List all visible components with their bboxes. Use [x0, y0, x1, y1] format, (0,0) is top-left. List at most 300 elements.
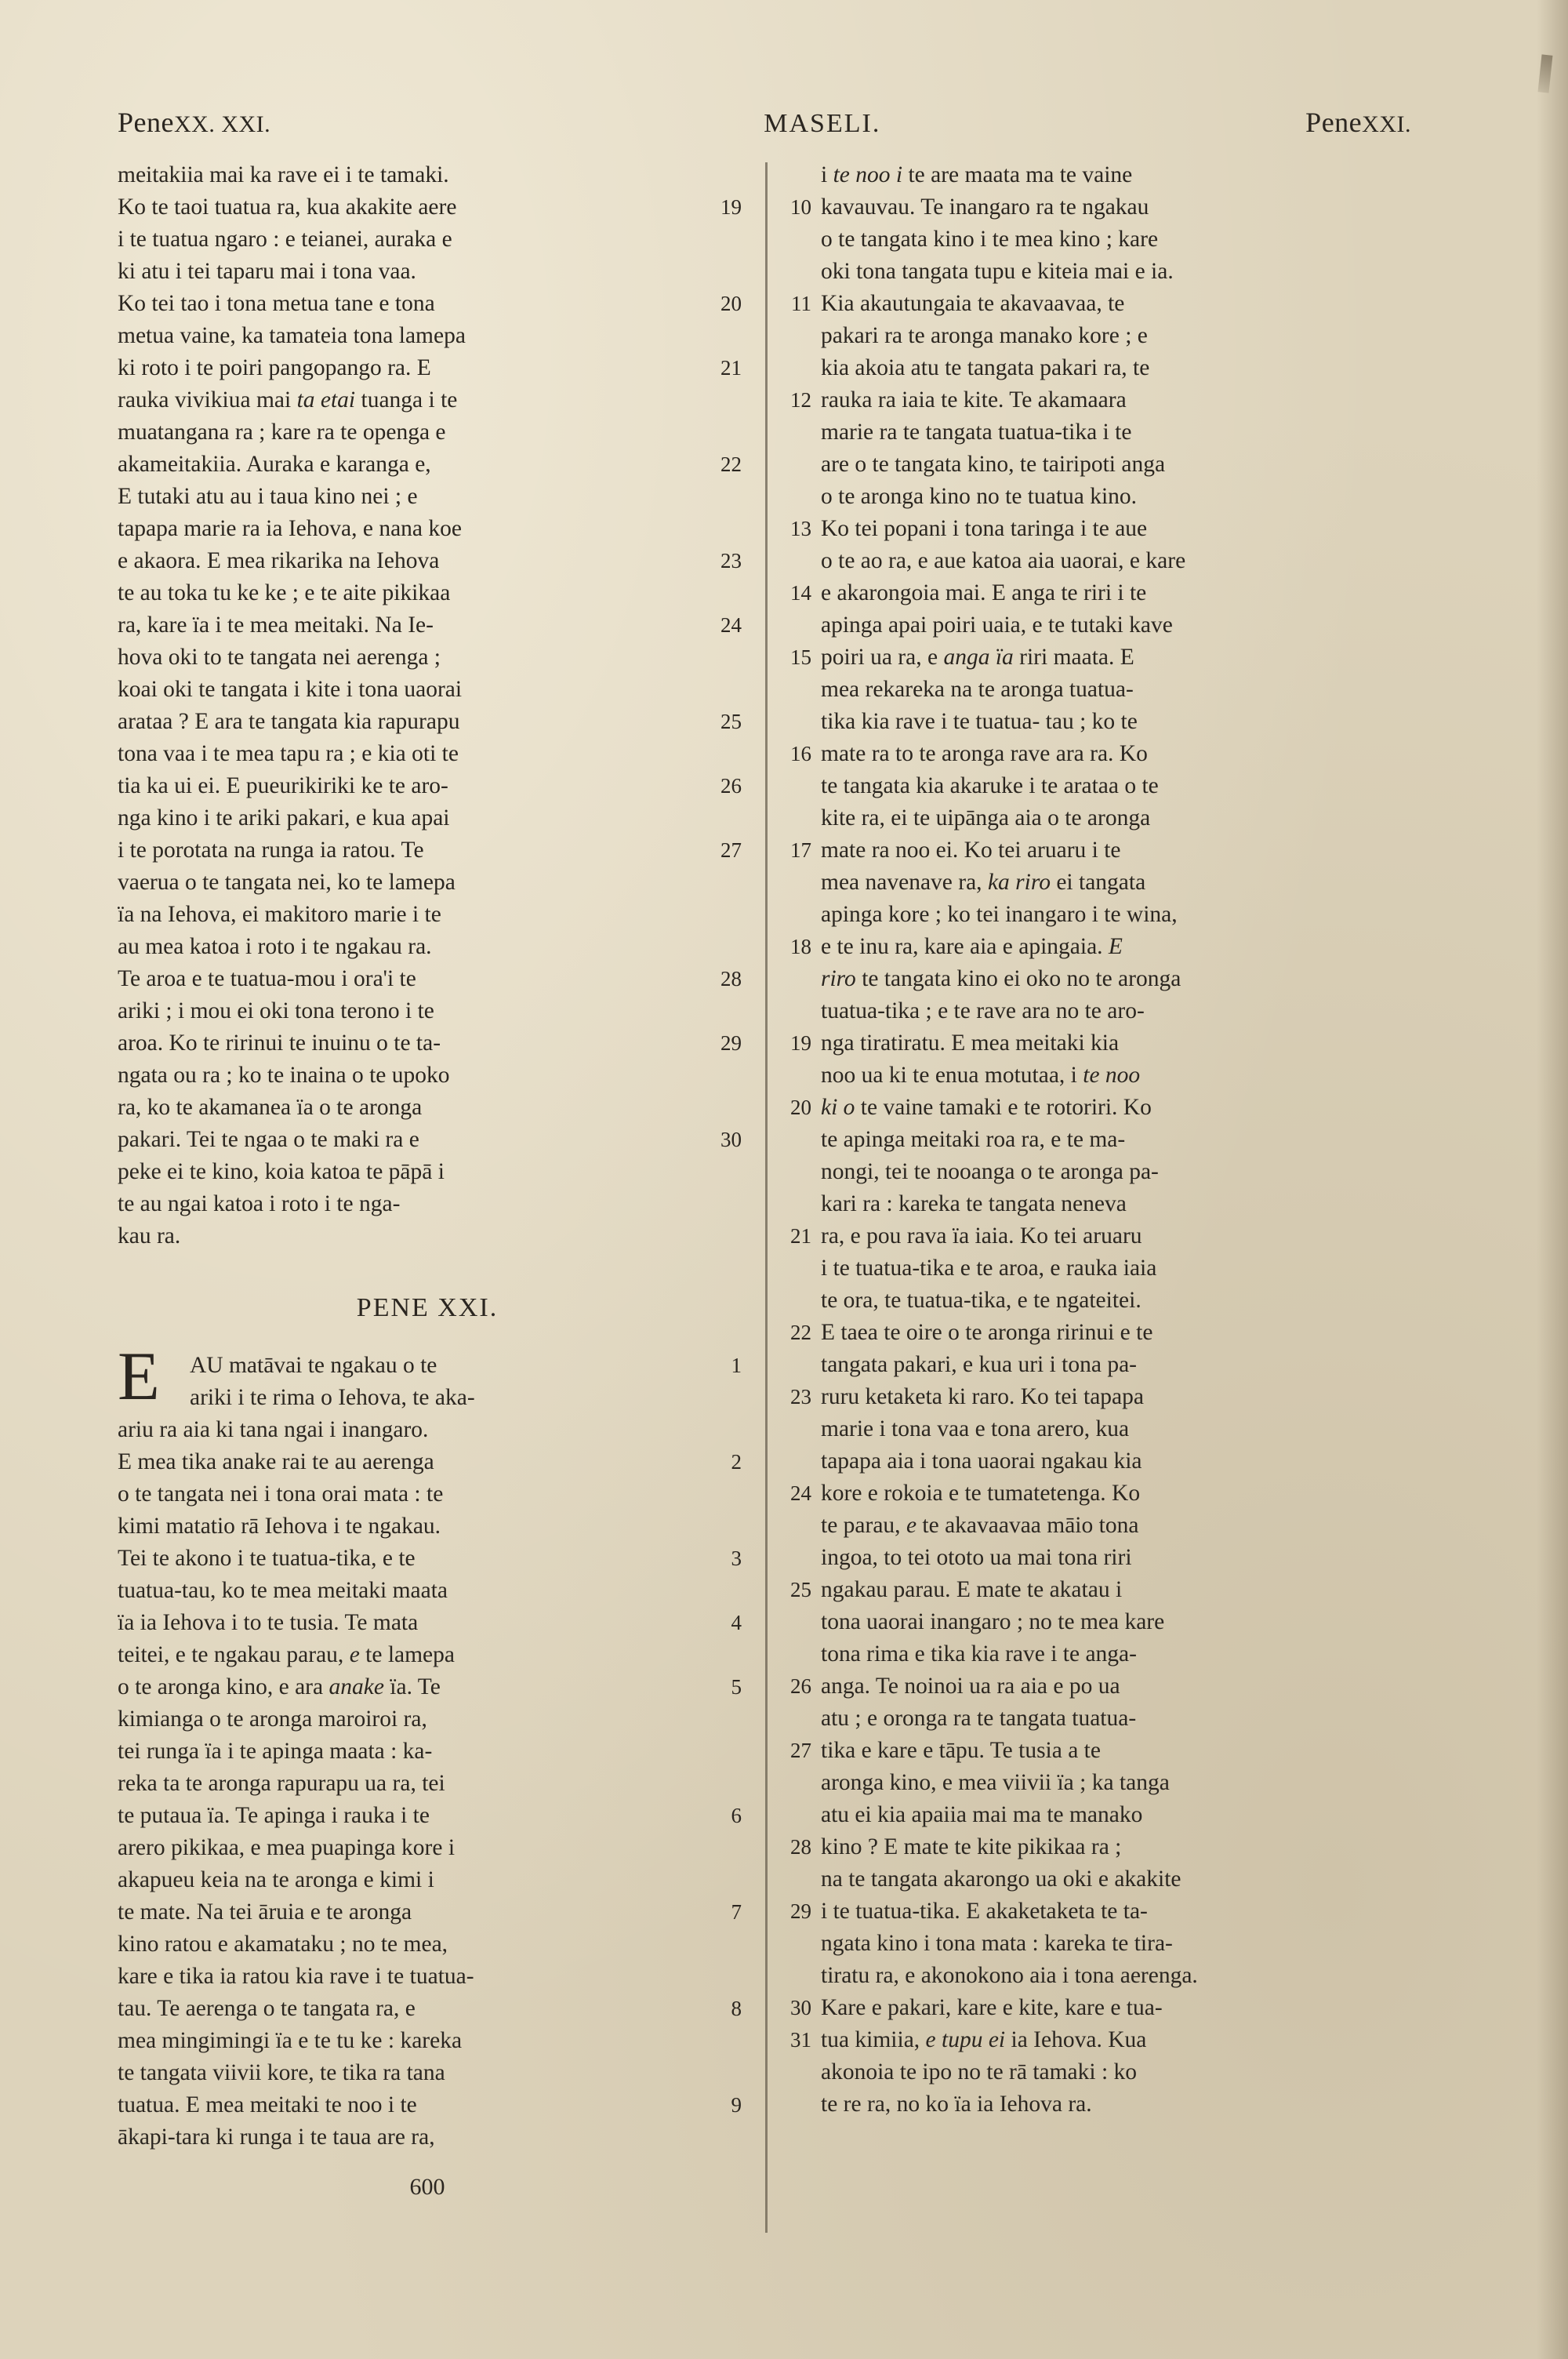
verse-line [118, 1703, 737, 1736]
verse-line [780, 1896, 1399, 1928]
verse-line [118, 1639, 737, 1671]
verse-text: na te tangata akarongo ua oki e akakite [821, 1866, 1181, 1892]
verse-line [118, 449, 742, 481]
verse-line [780, 1510, 1399, 1542]
verse-text: te parau, e te akavaavaa māio tona [821, 1513, 1139, 1538]
verse-line [118, 1092, 737, 1124]
running-head [118, 106, 1435, 139]
verse-text: kare e tika ia ratou kia rave i te tuatua- [118, 1964, 474, 1989]
verse-line [780, 191, 1399, 224]
verse-text: ki roto i te poiri pangopango ra. E [118, 355, 431, 380]
verse-number: 18 [790, 935, 811, 958]
verse-text: o te ao ra, e aue katoa aia uaorai, e kare [821, 548, 1186, 573]
verse-text: rauka ra iaia te kite. Te akamaara [821, 387, 1127, 413]
verse-line [780, 931, 1399, 963]
verse-number: 26 [720, 774, 742, 798]
verse-text: te ora, te tuatua-tika, e te ngateitei. [821, 1288, 1142, 1313]
verse-line [118, 642, 737, 674]
verse-text: kino ratou e akamataku ; no te mea, [118, 1932, 448, 1957]
verse-text: tona uaorai inangaro ; no te mea kare [821, 1609, 1165, 1634]
verse-line [780, 1349, 1399, 1381]
verse-text: arataa ? E ara te tangata kia rapurapu [118, 709, 460, 734]
verse-text: te re ra, no ko ïa ia Iehova ra. [821, 2092, 1092, 2117]
verse-number: 13 [790, 517, 811, 540]
verse-line [780, 1445, 1399, 1478]
chapter-first-paragraph [118, 1339, 742, 2154]
verse-line [118, 899, 737, 931]
running-head-left-text: XX. XXI. [173, 111, 271, 137]
verse-line [780, 288, 1399, 320]
verse-line [118, 1896, 742, 1928]
verse-line [780, 481, 1399, 513]
verse-line [118, 1510, 737, 1543]
verse-text: te mate. Na tei āruia e te aronga [118, 1899, 412, 1925]
verse-line [118, 1993, 742, 2025]
verse-text: tuatua-tau, ko te mea meitaki maata [118, 1578, 448, 1603]
verse-number: 22 [720, 453, 742, 476]
verse-text: ki o te vaine tamaki e te rotoriri. Ko [821, 1095, 1152, 1120]
verse-text: o te tangata kino i te mea kino ; kare [821, 227, 1159, 252]
verse-text: e akaora. E mea rikarika na Iehova [118, 548, 440, 573]
page-edge-shadow [1537, 0, 1568, 2359]
verse-text: ākapi-tara ki runga i te taua are ra, [118, 2125, 435, 2150]
verse-text: kino ? E mate te kite pikikaa ra ; [821, 1834, 1122, 1859]
verse-text: te au toka tu ke ke ; e te aite pikikaa [118, 580, 451, 605]
verse-line [118, 1800, 742, 1832]
verse-number: 31 [790, 2028, 811, 2052]
verse-text: e te inu ra, kare aia e apingaia. E [821, 934, 1123, 959]
verse-text: tua kimiia, e tupu ei ia Iehova. Kua [821, 2027, 1147, 2052]
verse-line [780, 867, 1399, 899]
verse-text: i te porotata na runga ia ratou. Te [118, 838, 424, 863]
verse-number: 27 [790, 1739, 811, 1762]
verse-line [780, 609, 1399, 642]
verse-line [780, 1156, 1399, 1188]
verse-text: ngata ou ra ; ko te inaina o te upoko [118, 1063, 450, 1088]
verse-text: Kare e pakari, kare e kite, kare e tua- [821, 1995, 1163, 2020]
verse-number: 22 [790, 1321, 811, 1344]
verse-line [780, 1220, 1399, 1252]
verse-text: nga kino i te ariki pakari, e kua apai [118, 805, 450, 831]
verse-text: kore e rokoia e te tumatetenga. Ko [821, 1481, 1141, 1506]
verse-number: 20 [790, 1096, 811, 1119]
verse-text: tona rima e tika kia rave i te anga- [821, 1641, 1137, 1667]
verse-text: tuatua-tika ; e te rave ara no te aro- [821, 998, 1145, 1023]
verse-line [780, 1413, 1399, 1445]
verse-line [118, 1478, 737, 1510]
verse-line [118, 416, 737, 449]
verse-line [780, 1670, 1399, 1703]
verse-text: muatangana ra ; kare ra te openga e [118, 420, 446, 445]
verse-line [780, 159, 1399, 191]
verse-number: 4 [731, 1611, 742, 1634]
verse-text: marie ra te tangata tuatua-tika i te [821, 420, 1132, 445]
verse-line [780, 1188, 1399, 1220]
verse-line [780, 834, 1399, 867]
verse-line [780, 352, 1399, 384]
verse-line [118, 2089, 742, 2121]
verse-text: au mea katoa i roto i te ngakau ra. [118, 934, 432, 959]
verse-line [118, 834, 742, 867]
verse-text: rauka vivikiua mai ta etai tuanga i te [118, 387, 458, 413]
verse-text: apinga kore ; ko tei inangaro i te wina, [821, 902, 1178, 927]
verse-text: teitei, e te ngakau parau, e te lamepa [118, 1642, 455, 1667]
verse-text: e akarongoia mai. E anga te riri i te [821, 580, 1147, 605]
verse-text: tau. Te aerenga o te tangata ra, e [118, 1996, 416, 2021]
verse-text: tuatua. E mea meitaki te noo i te [118, 2092, 417, 2117]
verse-text: i te tuatua-tika e te aroa, e rauka iaia [821, 1256, 1157, 1281]
verse-number: 28 [720, 967, 742, 990]
verse-number: 29 [790, 1899, 811, 1923]
verse-line [118, 384, 737, 416]
verse-number: 24 [720, 613, 742, 637]
verse-text: anga. Te noinoi ua ra aia e po ua [821, 1674, 1120, 1699]
verse-line [780, 1960, 1399, 1992]
verse-line [780, 1799, 1399, 1831]
verse-line [780, 642, 1399, 674]
verse-text: tapapa aia i tona uaorai ngakau kia [821, 1448, 1142, 1474]
verse-number: 12 [790, 388, 811, 412]
verse-line [780, 545, 1399, 577]
verse-line [118, 1156, 737, 1188]
verse-line [118, 481, 737, 513]
verse-line [118, 1060, 737, 1092]
verse-number: 1 [731, 1354, 742, 1377]
verse-line [118, 802, 737, 834]
verse-number: 24 [790, 1481, 811, 1505]
verse-line [118, 320, 737, 352]
verse-text: akonoia te ipo no te rā tamaki : ko [821, 2059, 1138, 2085]
verse-line [118, 2057, 737, 2089]
verse-line [780, 513, 1399, 545]
verse-line [780, 1252, 1399, 1285]
verse-text: i te tuatua ngaro : e teianei, auraka e [118, 227, 452, 252]
verse-text: tika kia rave i te tuatua- tau ; ko te [821, 709, 1138, 734]
verse-number: 14 [790, 581, 811, 605]
verse-line [780, 1285, 1399, 1317]
verse-text: Ko tei tao i tona metua tane e tona [118, 291, 435, 316]
verse-text: te putaua ïa. Te apinga i rauka i te [118, 1803, 430, 1828]
running-head-center: MASELI. [764, 109, 881, 138]
verse-number: 17 [790, 838, 811, 862]
verse-text: hova oki to te tangata nei aerenga ; [118, 645, 441, 670]
verse-line [780, 1124, 1399, 1156]
verse-text: te apinga meitaki roa ra, e te ma- [821, 1127, 1126, 1152]
verse-line [118, 995, 737, 1027]
verse-line [780, 2024, 1399, 2056]
verse-number: 19 [790, 1031, 811, 1055]
verse-line [780, 802, 1399, 834]
verse-line [118, 1928, 737, 1961]
verse-text: tia ka ui ei. E pueurikiriki ke te aro- [118, 773, 448, 798]
verse-number: 19 [720, 195, 742, 219]
verse-text: ariki i te rima o Iehova, te aka- [190, 1385, 475, 1410]
verse-text: te au ngai katoa i roto i te nga- [118, 1191, 401, 1216]
verse-line [780, 706, 1399, 738]
verse-text: apinga apai poiri uaia, e te tutaki kave [821, 612, 1173, 638]
chapter-verse-lines [118, 1350, 742, 2154]
verse-line [118, 1350, 742, 1382]
verse-line [780, 1735, 1399, 1767]
verse-number: 25 [720, 710, 742, 733]
verse-line [118, 1220, 737, 1252]
verse-line [780, 1928, 1399, 1960]
verse-number: 26 [790, 1674, 811, 1698]
verse-number: 25 [790, 1578, 811, 1601]
verse-line [118, 1607, 742, 1639]
verse-number: 11 [791, 292, 811, 315]
verse-text: tiratu ra, e akonokono aia i tona aerenga. [821, 1963, 1198, 1988]
verse-line [118, 1575, 737, 1607]
verse-line [118, 867, 737, 899]
verse-line [118, 1543, 742, 1575]
left-column [118, 159, 753, 2233]
verse-line [780, 1060, 1399, 1092]
verse-text: te tangata viivii kore, te tika ra tana [118, 2060, 445, 2085]
verse-line [118, 1027, 742, 1060]
verse-number: 5 [731, 1675, 742, 1699]
verse-line [780, 1703, 1399, 1735]
verse-number: 6 [731, 1804, 742, 1827]
verse-line [118, 1671, 742, 1703]
verse-text: E mea tika anake rai te au aerenga [118, 1449, 434, 1474]
verse-number: 21 [790, 1224, 811, 1248]
verse-text: o te aronga kino no te tuatua kino. [821, 484, 1138, 509]
verse-line [118, 1832, 737, 1864]
verse-line [780, 320, 1399, 352]
verse-number: 9 [731, 2093, 742, 2117]
verse-text: tei runga ïa i te apinga maata : ka- [118, 1739, 433, 1764]
verse-line [118, 963, 742, 995]
verse-line [780, 1831, 1399, 1863]
running-head-left-smallcaps: Pene [118, 107, 174, 138]
verse-text: te tangata kia akaruke i te arataa o te [821, 773, 1159, 798]
verse-line [118, 2025, 737, 2057]
verse-text: oki tona tangata tupu e kiteia mai e ia. [821, 259, 1174, 284]
verse-text: ra, e pou rava ïa iaia. Ko tei aruaru [821, 1223, 1142, 1249]
text-columns [118, 159, 1435, 2233]
right-verse-lines [780, 159, 1399, 2121]
verse-text: mea mingimingi ïa e te tu ke : kareka [118, 2028, 463, 2053]
verse-text: mate ra noo ei. Ko tei aruaru i te [821, 838, 1121, 863]
verse-line [118, 288, 742, 320]
verse-number: 23 [720, 549, 742, 572]
verse-text: tangata pakari, e kua uri i tona pa- [821, 1352, 1137, 1377]
verse-line [118, 191, 742, 224]
verse-text: marie i tona vaa e tona arero, kua [821, 1416, 1130, 1441]
verse-line [780, 738, 1399, 770]
verse-text: atu ; e oronga ra te tangata tuatua- [821, 1706, 1137, 1731]
verse-line [118, 706, 742, 738]
verse-text: aronga kino, e mea viivii ïa ; ka tanga [821, 1770, 1170, 1795]
verse-line [780, 2056, 1399, 2088]
verse-number: 21 [720, 356, 742, 380]
verse-line [780, 1767, 1399, 1799]
page-number: 600 [409, 2174, 445, 2200]
verse-number: 15 [790, 645, 811, 669]
verse-text: kari ra : kareka te tangata neneva [821, 1191, 1127, 1216]
verse-text: are o te tangata kino, te tairipoti anga [821, 452, 1166, 477]
page-content [118, 106, 1435, 2233]
verse-line [118, 545, 742, 577]
verse-text: pakari ra te aronga manako kore ; e [821, 323, 1148, 348]
verse-line [780, 674, 1399, 706]
verse-text: kimi matatio rā Iehova i te ngakau. [118, 1514, 441, 1539]
verse-line [780, 1381, 1399, 1413]
verse-line [780, 1863, 1399, 1896]
verse-line [118, 1446, 742, 1478]
column-divider [765, 162, 768, 2233]
verse-text: koai oki te tangata i kite i tona uaorai [118, 677, 463, 702]
verse-line [118, 609, 742, 642]
verse-number: 8 [731, 1997, 742, 2020]
verse-number: 27 [720, 838, 742, 862]
verse-text: E taea te oire o te aronga ririnui e te [821, 1320, 1153, 1345]
verse-number: 28 [790, 1835, 811, 1859]
verse-text: reka ta te aronga rapurapu ua ra, tei [118, 1771, 445, 1796]
running-head-right [1000, 106, 1435, 139]
verse-text: o te tangata nei i tona orai mata : te [118, 1481, 444, 1507]
verse-text: o te aronga kino, e ara anake ïa. Te [118, 1674, 441, 1699]
verse-number: 30 [790, 1996, 811, 2019]
verse-text: atu ei kia apaiia mai ma te manako [821, 1802, 1143, 1827]
verse-text: ruru ketaketa ki raro. Ko tei tapapa [821, 1384, 1144, 1409]
verse-text: kavauvau. Te inangaro ra te ngakau [821, 194, 1149, 220]
verse-line [118, 931, 737, 963]
verse-line [780, 256, 1399, 288]
verse-text: meitakiia mai ka rave ei i te tamaki. [118, 162, 449, 187]
verse-line [118, 1124, 742, 1156]
verse-number: 23 [790, 1385, 811, 1408]
verse-text: peke ei te kino, koia katoa te pāpā i [118, 1159, 445, 1184]
verse-text: kimianga o te aronga maroiroi ra, [118, 1707, 427, 1732]
verse-text: nongi, tei te nooanga o te aronga pa- [821, 1159, 1159, 1184]
verse-line [118, 1864, 737, 1896]
verse-text: aroa. Ko te ririnui te inuinu o te ta- [118, 1030, 441, 1056]
verse-text: ki atu i tei taparu mai i tona vaa. [118, 259, 416, 284]
verse-line [118, 224, 737, 256]
verse-text: E tutaki atu au i taua kino nei ; e [118, 484, 418, 509]
verse-number: 29 [720, 1031, 742, 1055]
verse-text: ra, ko te akamanea ïa o te aronga [118, 1095, 423, 1120]
left-verse-lines [118, 159, 742, 1252]
verse-number: 3 [731, 1547, 742, 1570]
running-head-left [118, 106, 644, 139]
verse-number: 16 [790, 742, 811, 765]
verse-line [780, 1542, 1399, 1574]
verse-text: nga tiratiratu. E mea meitaki kia [821, 1030, 1120, 1056]
verse-line [118, 770, 742, 802]
verse-line [780, 899, 1399, 931]
verse-line [118, 674, 737, 706]
verse-text: Tei te akono i te tuatua-tika, e te [118, 1546, 416, 1571]
verse-line [118, 1736, 737, 1768]
verse-text: ïa na Iehova, ei makitoro marie i te [118, 902, 441, 927]
verse-text: noo ua ki te enua motutaa, i te noo [821, 1063, 1141, 1088]
verse-text: ra, kare ïa i te mea meitaki. Na Ie- [118, 612, 434, 638]
verse-number: 10 [790, 195, 811, 219]
verse-text: kite ra, ei te uipānga aia o te aronga [821, 805, 1151, 831]
verse-text: ïa ia Iehova i to te tusia. Te mata [118, 1610, 419, 1635]
verse-text: mate ra to te aronga rave ara ra. Ko [821, 741, 1148, 766]
verse-line [118, 1382, 737, 1414]
verse-text: arero pikikaa, e mea puapinga kore i [118, 1835, 456, 1860]
verse-line [118, 2121, 737, 2154]
verse-line [780, 1574, 1399, 1606]
verse-line [118, 513, 737, 545]
verse-text: poiri ua ra, e anga ïa riri maata. E [821, 645, 1134, 670]
verse-line [118, 1414, 737, 1446]
verse-line [118, 352, 742, 384]
verse-text: tapapa marie ra ia Iehova, e nana koe [118, 516, 462, 541]
verse-text: Te aroa e te tuatua-mou i ora'i te [118, 966, 416, 991]
chapter-heading: PENE XXI. [356, 1293, 499, 1322]
left-column-body [118, 159, 742, 2201]
verse-text: pakari. Tei te ngaa o te maki ra e [118, 1127, 419, 1152]
verse-line [780, 416, 1399, 449]
verse-text: ariki ; i mou ei oki tona terono i te [118, 998, 434, 1023]
drop-cap: E [118, 1339, 160, 1415]
right-column [780, 159, 1399, 2233]
verse-line [780, 995, 1399, 1027]
verse-line [780, 1027, 1399, 1060]
verse-text: Ko tei popani i tona taringa i te aue [821, 516, 1148, 541]
verse-line [780, 1317, 1399, 1349]
verse-line [780, 963, 1399, 995]
running-head-right-smallcaps: Pene [1305, 107, 1363, 138]
verse-number: 20 [720, 292, 742, 315]
verse-number: 2 [731, 1450, 742, 1474]
verse-text: ngata kino i tona mata : kareka te tira- [821, 1931, 1173, 1956]
verse-text: tika e kare e tāpu. Te tusia a te [821, 1738, 1101, 1763]
verse-number: 7 [731, 1900, 742, 1924]
verse-text: AU matāvai te ngakau o te [190, 1353, 437, 1378]
verse-text: i te noo i te are maata ma te vaine [821, 162, 1133, 187]
verse-line [118, 1768, 737, 1800]
verse-line [780, 384, 1399, 416]
verse-line [780, 1992, 1399, 2024]
verse-line [118, 1188, 737, 1220]
verse-line [780, 1478, 1399, 1510]
verse-line [780, 449, 1399, 481]
verse-line [118, 159, 737, 191]
verse-text: vaerua o te tangata nei, ko te lamepa [118, 870, 456, 895]
verse-text: akameitakiia. Auraka e karanga e, [118, 452, 431, 477]
verse-text: i te tuatua-tika. E akaketaketa te ta- [821, 1899, 1148, 1924]
verse-line [118, 256, 737, 288]
verse-line [780, 1092, 1399, 1124]
verse-text: metua vaine, ka tamateia tona lamepa [118, 323, 466, 348]
verse-text: akapueu keia na te aronga e kimi i [118, 1867, 434, 1892]
verse-line [118, 577, 737, 609]
verse-text: riro te tangata kino ei oko no te aronga [821, 966, 1181, 991]
verse-text: tona vaa i te mea tapu ra ; e kia oti te [118, 741, 459, 766]
verse-text: ngakau parau. E mate te akatau i [821, 1577, 1123, 1602]
verse-line [118, 738, 737, 770]
verse-text: mea navenave ra, ka riro ei tangata [821, 870, 1146, 895]
verse-line [118, 1961, 737, 1993]
verse-text: kia akoia atu te tangata pakari ra, te [821, 355, 1150, 380]
verse-line [780, 2088, 1399, 2121]
verse-line [780, 577, 1399, 609]
verse-line [780, 770, 1399, 802]
verse-line [780, 224, 1399, 256]
verse-text: ariu ra aia ki tana ngai i inangaro. [118, 1417, 429, 1442]
verse-text: Ko te taoi tuatua ra, kua akakite aere [118, 194, 457, 220]
verse-text: Kia akautungaia te akavaavaa, te [821, 291, 1125, 316]
verse-line [780, 1638, 1399, 1670]
verse-number: 30 [720, 1128, 742, 1151]
